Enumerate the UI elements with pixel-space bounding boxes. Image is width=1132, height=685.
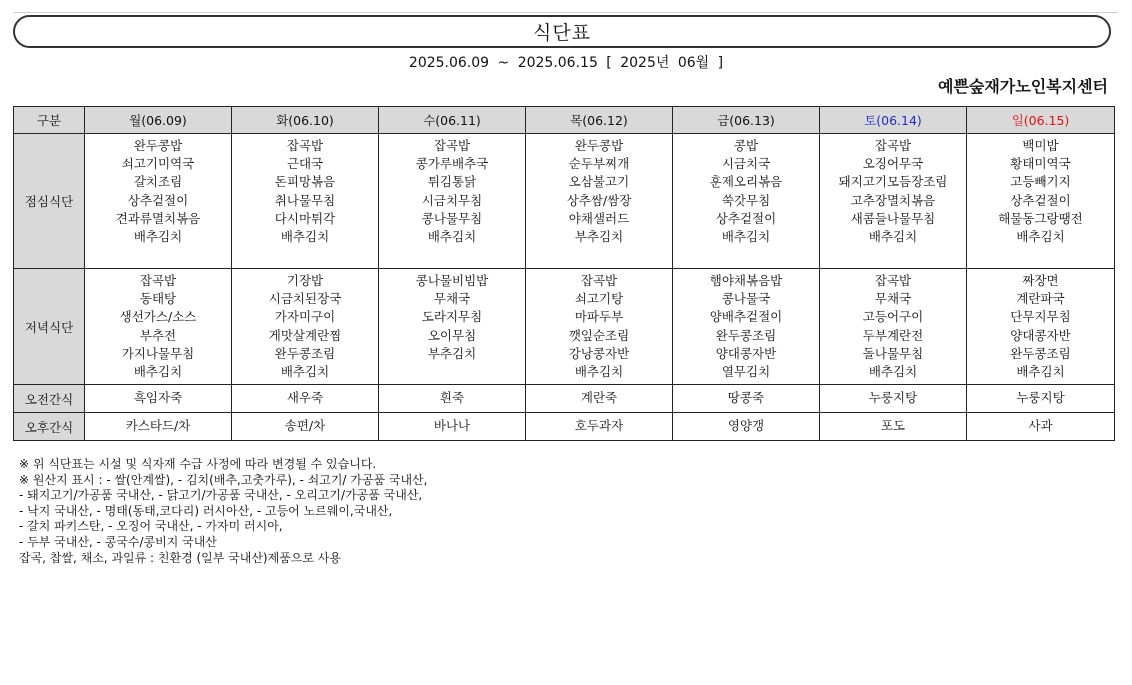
menu-item: 쇠고기탕 — [574, 291, 624, 307]
day-header-sat: 토(06.14) — [820, 107, 967, 134]
date-range: 2025.06.09 ~ 2025.06.15 [ 2025년 06월 ] — [408, 55, 724, 71]
menu-item: 훈제오리볶음 — [709, 174, 783, 190]
menu-item: 가지나물무침 — [121, 345, 195, 361]
menu-item: 콩나물비빔밥 — [415, 273, 489, 288]
note-line: ※ 위 식단표는 시설 및 식자재 수급 사정에 따라 변경될 수 있습니다. — [19, 457, 377, 471]
meal-plan-table — [13, 106, 1115, 441]
day-header-mon: 월(06.09) — [85, 107, 232, 134]
menu-item: 호두과자 — [574, 418, 624, 434]
note-line: - 돼지고기/가공품 국내산, - 닭고기/가공품 국내산, - 오리고기/가공품 국내산, — [19, 488, 423, 503]
dinner-row — [14, 269, 1115, 385]
menu-item: 고등빼기지 — [1010, 174, 1071, 190]
day-header-thu: 목(06.12) — [526, 107, 673, 134]
menu-item: 단무지무침 — [1010, 309, 1071, 325]
row-label: 점심식단 — [14, 134, 85, 269]
page-title: 식단표 — [13, 15, 1111, 48]
menu-item: 배추김치 — [721, 229, 771, 245]
row-label: 저녁식단 — [14, 269, 85, 385]
menu-cell-thu — [526, 269, 673, 385]
menu-item: 무채국 — [433, 291, 471, 307]
menu-item: 배추김치 — [574, 364, 624, 380]
menu-item: 쑥갓무침 — [721, 192, 771, 208]
menu-item: 콩나물국 — [721, 291, 771, 307]
menu-item: 동태탕 — [139, 291, 177, 307]
menu-item: 생선가스/소스 — [119, 309, 197, 325]
menu-item: 근대국 — [286, 156, 324, 172]
menu-cell-tue — [232, 413, 379, 441]
menu-item: 흑임자죽 — [133, 390, 183, 406]
menu-item: 취나물무침 — [274, 192, 336, 208]
menu-item: 완두콩밥 — [574, 138, 624, 153]
menu-item: 배추김치 — [1016, 229, 1065, 245]
note-line: - 낙지 국내산, - 명태(동태,코다리) 러시아산, - 고등어 노르웨이,국내산, — [19, 503, 393, 518]
menu-item: 배추김치 — [133, 364, 183, 380]
menu-item: 오이무침 — [427, 327, 477, 343]
header-label: 구분 — [14, 107, 85, 134]
menu-cell-sat — [820, 134, 967, 269]
row-label: 오전간식 — [14, 385, 85, 413]
menu-item: 상추겉절이 — [715, 210, 777, 226]
menu-item: 잡곡밥 — [874, 138, 912, 153]
menu-item: 누룽지탕 — [1016, 390, 1065, 406]
menu-item: 영양갱 — [727, 418, 765, 434]
menu-item: 양대콩자반 — [715, 345, 777, 361]
note-line: 잡곡, 찹쌀, 채소, 과일류 : 친환경 (일부 국내산)제품으로 사용 — [19, 550, 341, 565]
menu-item: 열무김치 — [721, 364, 771, 380]
menu-item: 양대콩자반 — [1010, 327, 1071, 343]
menu-item: 완두콩조림 — [715, 327, 777, 343]
menu-cell-sat — [820, 385, 967, 413]
menu-item: 콩밥 — [733, 138, 759, 153]
note-line: - 갈치 파키스탄, - 오징어 국내산, - 가자미 러시아, — [19, 519, 283, 534]
menu-cell-sat — [820, 413, 967, 441]
day-header-sun: 일(06.15) — [967, 107, 1115, 134]
menu-item: 땅콩죽 — [727, 390, 765, 406]
menu-item: 오징어무국 — [862, 156, 924, 172]
menu-cell-wed — [379, 269, 526, 385]
menu-item: 부추전 — [139, 327, 177, 343]
menu-item: 가자미구이 — [274, 309, 336, 325]
menu-item: 계란파국 — [1016, 291, 1065, 307]
menu-item: 배추김치 — [280, 229, 330, 245]
menu-item: 돈피망볶음 — [274, 174, 336, 190]
menu-cell-thu — [526, 413, 673, 441]
menu-item: 쇠고기미역국 — [121, 156, 195, 172]
menu-cell-sun — [967, 385, 1115, 413]
lunch-row — [14, 134, 1115, 269]
menu-cell-sun — [967, 413, 1115, 441]
menu-item: 배추김치 — [868, 364, 918, 380]
menu-item: 해물동그랑땡전 — [998, 210, 1083, 226]
notes — [19, 457, 427, 566]
menu-cell-sun — [967, 134, 1115, 269]
menu-item: 잡곡밥 — [139, 273, 177, 288]
menu-item: 돌나물무침 — [862, 345, 924, 361]
menu-item: 두부계란전 — [862, 327, 924, 343]
menu-item: 완두콩조림 — [1010, 345, 1071, 361]
menu-item: 계란죽 — [580, 390, 618, 406]
menu-cell-wed — [379, 413, 526, 441]
menu-item: 완두콩조림 — [274, 345, 336, 361]
menu-cell-fri — [673, 269, 820, 385]
menu-item: 배추김치 — [280, 364, 330, 380]
menu-cell-wed — [379, 385, 526, 413]
menu-item: 새콤들나물무침 — [850, 210, 936, 226]
header-row — [14, 107, 1115, 134]
menu-item: 기장밥 — [286, 273, 324, 288]
menu-item: 배추김치 — [133, 229, 183, 245]
menu-cell-mon — [85, 385, 232, 413]
morning-snack-row — [14, 385, 1115, 413]
menu-cell-fri — [673, 413, 820, 441]
menu-item: 다시마튀각 — [274, 210, 336, 226]
menu-cell-fri — [673, 385, 820, 413]
note-line: - 두부 국내산, - 콩국수/콩비지 국내산 — [19, 534, 217, 549]
menu-item: 시금치된장국 — [268, 291, 342, 307]
menu-item: 마파두부 — [574, 309, 624, 325]
day-header-wed: 수(06.11) — [379, 107, 526, 134]
menu-cell-thu — [526, 385, 673, 413]
note-line: ※ 원산지 표시 : - 쌀(안계쌀), - 김치(배추,고춧가루), - 쇠고기/ 가공품 국내산, — [19, 472, 428, 487]
menu-item: 갈치조림 — [133, 174, 183, 190]
menu-item: 백미밥 — [1022, 138, 1059, 153]
menu-cell-fri — [673, 134, 820, 269]
menu-item: 새우죽 — [286, 390, 324, 406]
menu-item: 상추쌈/쌈장 — [566, 192, 632, 208]
menu-item: 송편/차 — [284, 418, 326, 434]
menu-item: 돼지고기모듬장조림 — [838, 174, 948, 190]
menu-cell-sat — [820, 269, 967, 385]
day-header-tue: 화(06.10) — [232, 107, 379, 134]
menu-item: 부추김치 — [427, 345, 477, 361]
menu-item: 바나나 — [433, 418, 471, 434]
menu-item: 흰죽 — [439, 390, 465, 406]
menu-cell-mon — [85, 413, 232, 441]
menu-item: 고추장멸치볶음 — [850, 192, 936, 208]
menu-item: 강낭콩자반 — [568, 345, 630, 361]
menu-item: 야채샐러드 — [568, 210, 630, 226]
menu-item: 잡곡밥 — [580, 273, 618, 288]
menu-item: 카스타드/차 — [125, 418, 191, 434]
menu-cell-thu — [526, 134, 673, 269]
organization-name: 예쁜숲재가노인복지센터 — [937, 77, 1108, 96]
menu-item: 포도 — [880, 418, 906, 434]
menu-item: 도라지무침 — [421, 309, 483, 325]
menu-item: 누룽지탕 — [868, 390, 918, 406]
menu-cell-tue — [232, 385, 379, 413]
menu-item: 양배추겉절이 — [709, 309, 783, 325]
menu-item: 순두부찌개 — [568, 156, 630, 172]
menu-item: 부추김치 — [574, 229, 624, 245]
menu-item: 깻잎순조림 — [568, 327, 630, 343]
top-rule — [14, 12, 1118, 13]
menu-item: 잡곡밥 — [286, 138, 324, 153]
menu-item: 시금치국 — [721, 156, 771, 172]
menu-cell-tue — [232, 269, 379, 385]
menu-item: 상추겉절이 — [127, 192, 189, 208]
afternoon-snack-row — [14, 413, 1115, 441]
menu-item: 상추겉절이 — [1010, 192, 1071, 208]
menu-item: 사과 — [1028, 418, 1053, 434]
row-label: 오후간식 — [14, 413, 85, 441]
menu-item: 짜장면 — [1022, 273, 1059, 288]
menu-cell-wed — [379, 134, 526, 269]
menu-item: 배추김치 — [868, 229, 918, 245]
menu-cell-tue — [232, 134, 379, 269]
menu-item: 콩나물무침 — [421, 210, 483, 226]
menu-item: 배추김치 — [1016, 364, 1065, 380]
menu-item: 견과류멸치볶음 — [115, 210, 201, 226]
menu-item: 잡곡밥 — [874, 273, 912, 288]
menu-item: 튀김통닭 — [427, 174, 477, 190]
menu-item: 황태미역국 — [1010, 156, 1071, 172]
menu-item: 시금치무침 — [421, 192, 483, 208]
menu-item: 오삼불고기 — [568, 174, 630, 190]
menu-item: 고등어구이 — [862, 309, 924, 325]
menu-item: 완두콩밥 — [133, 138, 183, 153]
menu-item: 게맛살계란찜 — [268, 327, 342, 343]
menu-cell-mon — [85, 134, 232, 269]
menu-item: 햄야채볶음밥 — [709, 273, 783, 288]
menu-cell-sun — [967, 269, 1115, 385]
menu-item: 잡곡밥 — [433, 138, 471, 153]
menu-item: 콩가루배추국 — [415, 156, 489, 172]
menu-item: 무채국 — [874, 291, 912, 307]
menu-cell-mon — [85, 269, 232, 385]
day-header-fri: 금(06.13) — [673, 107, 820, 134]
menu-item: 배추김치 — [427, 229, 477, 245]
